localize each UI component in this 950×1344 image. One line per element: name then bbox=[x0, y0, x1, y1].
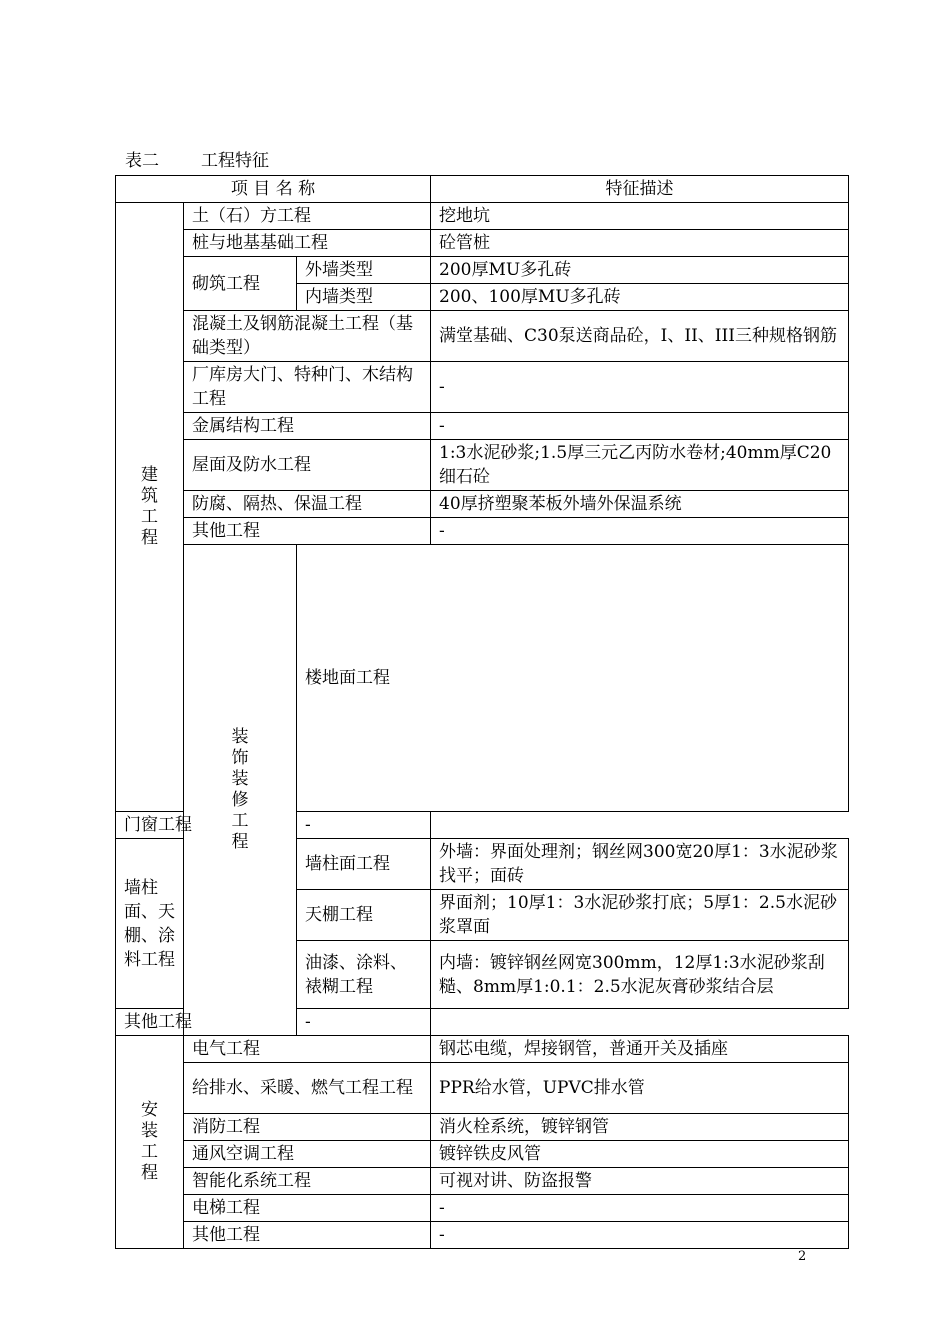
table-row bbox=[116, 1114, 849, 1141]
item-name: 通风空调工程 bbox=[184, 1141, 431, 1168]
table-row bbox=[116, 1168, 849, 1195]
item-name: 楼地面工程 bbox=[297, 545, 849, 812]
table-row bbox=[116, 1195, 849, 1222]
item-name: 土（石）方工程 bbox=[184, 203, 431, 230]
table-row bbox=[116, 230, 849, 257]
features-table bbox=[115, 175, 849, 1249]
item-desc: - bbox=[431, 518, 849, 545]
item-desc: 消火栓系统，镀锌钢管 bbox=[431, 1114, 849, 1141]
item-desc: 钢芯电缆，焊接钢管，普通开关及插座 bbox=[431, 1036, 849, 1063]
item-desc: 外墙：界面处理剂；钢丝网300宽20厚1：3水泥砂浆找平；面砖 bbox=[431, 839, 849, 890]
table-row bbox=[116, 311, 849, 362]
category-building bbox=[116, 203, 184, 812]
subitem-name: 墙柱面工程 bbox=[297, 839, 431, 890]
item-desc: 200、100厚MU多孔砖 bbox=[431, 284, 849, 311]
item-desc: - bbox=[297, 812, 431, 839]
table-row bbox=[116, 203, 849, 230]
table-row bbox=[116, 1036, 849, 1063]
category-install bbox=[116, 1036, 184, 1249]
category-label: 装饰装修工程 bbox=[231, 726, 249, 852]
item-desc: 1:3水泥砂浆;1.5厚三元乙丙防水卷材;40mm厚C20细石砼 bbox=[431, 440, 849, 491]
table-row bbox=[116, 440, 849, 491]
item-desc: 砼管桩 bbox=[431, 230, 849, 257]
item-name: 给排水、采暖、燃气工程工程 bbox=[184, 1063, 431, 1114]
item-name: 其他工程 bbox=[184, 1222, 431, 1249]
item-desc: 镀锌铁皮风管 bbox=[431, 1141, 849, 1168]
item-name: 其他工程 bbox=[116, 1009, 297, 1036]
table-row bbox=[116, 1009, 849, 1036]
item-name: 智能化系统工程 bbox=[184, 1168, 431, 1195]
table-row bbox=[116, 257, 849, 284]
category-label: 安装工程 bbox=[141, 1099, 158, 1183]
item-desc: PPR给水管，UPVC排水管 bbox=[431, 1063, 849, 1114]
item-name: 电气工程 bbox=[184, 1036, 431, 1063]
subitem-name: 油漆、涂料、裱糊工程 bbox=[297, 941, 431, 1009]
item-desc: 200厚MU多孔砖 bbox=[431, 257, 849, 284]
table-row bbox=[116, 518, 849, 545]
item-name: 其他工程 bbox=[184, 518, 431, 545]
subitem-name: 内墙类型 bbox=[297, 284, 431, 311]
item-name: 桩与地基基础工程 bbox=[184, 230, 431, 257]
item-name: 墙柱面、天棚、涂料工程 bbox=[116, 839, 184, 1009]
category-decoration bbox=[184, 545, 297, 1036]
table-row bbox=[116, 413, 849, 440]
subitem-name: 天棚工程 bbox=[297, 890, 431, 941]
item-name: 混凝土及钢筋混凝土工程（基础类型） bbox=[184, 311, 431, 362]
item-desc: - bbox=[431, 362, 849, 413]
subitem-name: 外墙类型 bbox=[297, 257, 431, 284]
table-row bbox=[116, 1063, 849, 1114]
caption-title: 工程特征 bbox=[201, 151, 269, 171]
item-desc: 40厚挤塑聚苯板外墙外保温系统 bbox=[431, 491, 849, 518]
item-desc: 内墙：镀锌钢丝网宽300mm，12厚1:3水泥砂浆刮糙、8mm厚1:0.1：2.5水泥灰膏砂浆结合层 bbox=[431, 941, 849, 1009]
table-row bbox=[116, 1141, 849, 1168]
item-desc: 满堂基础、C30泵送商品砼，I、II、III三种规格钢筋 bbox=[431, 311, 849, 362]
table-row bbox=[116, 812, 849, 839]
category-label: 建筑工程 bbox=[141, 464, 158, 548]
header-name: 项 目 名 称 bbox=[116, 176, 431, 203]
item-desc: 界面剂；10厚1：3水泥砂浆打底；5厚1：2.5水泥砂浆罩面 bbox=[431, 890, 849, 941]
item-desc: - bbox=[297, 1009, 431, 1036]
table-caption bbox=[125, 150, 269, 172]
item-name: 电梯工程 bbox=[184, 1195, 431, 1222]
table-row bbox=[116, 545, 849, 812]
caption-label: 表二 bbox=[125, 151, 159, 171]
table-row bbox=[116, 491, 849, 518]
page-number: 2 bbox=[798, 1249, 807, 1264]
item-name: 金属结构工程 bbox=[184, 413, 431, 440]
header-desc: 特征描述 bbox=[431, 176, 849, 203]
item-name: 防腐、隔热、保温工程 bbox=[184, 491, 431, 518]
item-desc: 挖地坑 bbox=[431, 203, 849, 230]
item-name: 门窗工程 bbox=[116, 812, 297, 839]
item-name: 厂库房大门、特种门、木结构工程 bbox=[184, 362, 431, 413]
item-name: 屋面及防水工程 bbox=[184, 440, 431, 491]
item-desc: - bbox=[431, 413, 849, 440]
item-name: 砌筑工程 bbox=[184, 257, 297, 311]
item-name: 消防工程 bbox=[184, 1114, 431, 1141]
table-row bbox=[116, 362, 849, 413]
item-desc: - bbox=[431, 1222, 849, 1249]
table-row bbox=[116, 1222, 849, 1249]
item-desc: 可视对讲、防盗报警 bbox=[431, 1168, 849, 1195]
item-desc: - bbox=[431, 1195, 849, 1222]
table-header-row bbox=[116, 176, 849, 203]
